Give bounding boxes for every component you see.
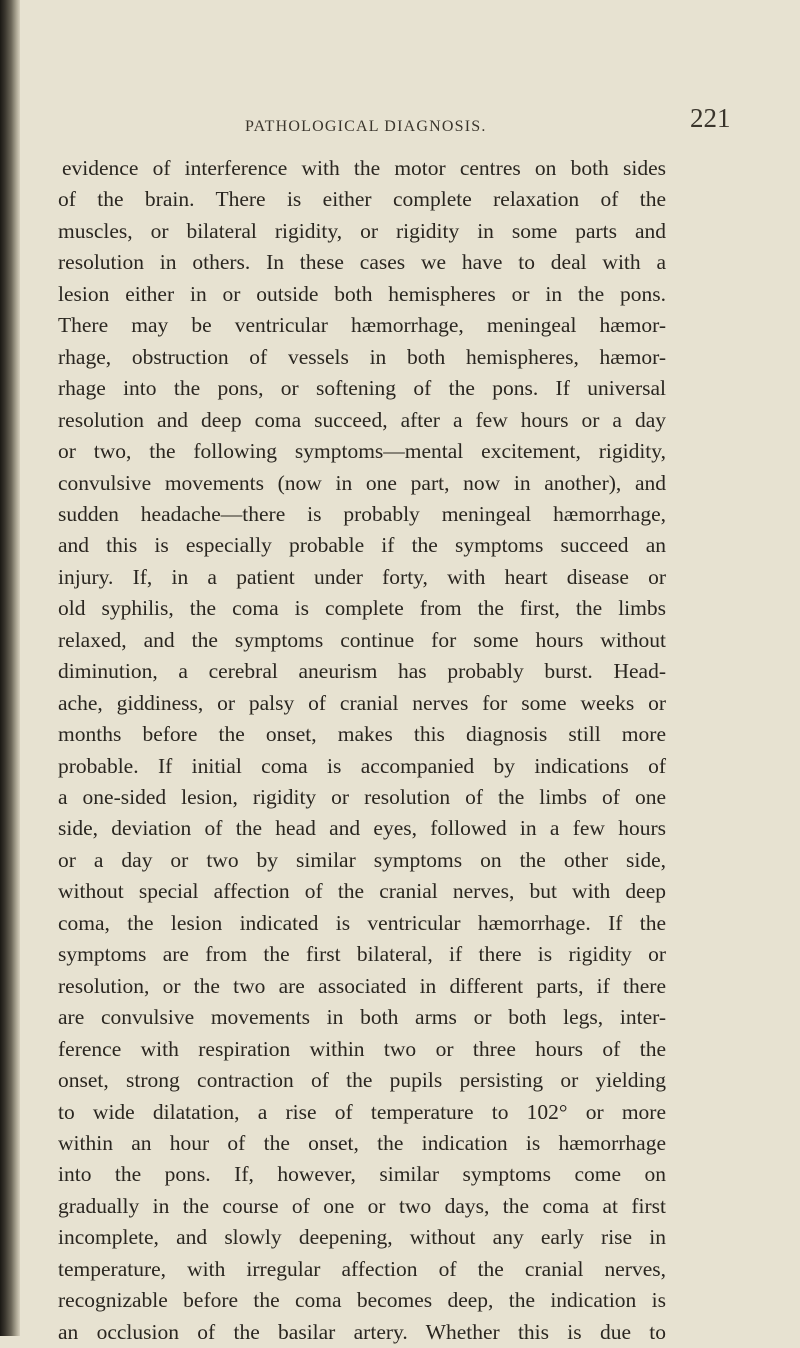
text-line: incomplete, and slowly deepening, without any early rise in xyxy=(58,1225,666,1250)
text-line: ference with respiration within two or three hours of the xyxy=(58,1036,666,1061)
text-line: and this is especially probable if the symptoms succeed an xyxy=(58,533,666,558)
text-line: gradually in the course of one or two days, the coma at first xyxy=(58,1193,666,1218)
text-line: an occlusion of the basilar artery. Whether this is due to xyxy=(58,1319,666,1344)
text-line: to wide dilatation, a rise of temperature to 102° or more xyxy=(58,1099,666,1124)
text-line: rhage into the pons, or softening of the pons. If universal xyxy=(58,376,666,401)
text-line: injury. If, in a patient under forty, with heart disease or xyxy=(58,564,666,589)
text-line: of the brain. There is either complete relaxation of the xyxy=(58,187,666,212)
text-line: evidence of interference with the motor centres on both sides xyxy=(62,156,666,180)
text-line: resolution, or the two are associated in different parts, if there xyxy=(58,973,666,998)
text-line: convulsive movements (now in one part, now in another), and xyxy=(58,470,666,495)
text-line: diminution, a cerebral aneurism has probably burst. Head- xyxy=(58,659,666,684)
text-line: ache, giddiness, or palsy of cranial nerves for some weeks or xyxy=(58,690,666,715)
text-line: symptoms are from the first bilateral, if there is rigidity or xyxy=(58,942,666,967)
text-line: a one-sided lesion, rigidity or resolution of the limbs of one xyxy=(58,785,666,809)
text-line: relaxed, and the symptoms continue for some hours without xyxy=(58,627,666,652)
text-line: into the pons. If, however, similar symptoms come on xyxy=(58,1162,666,1187)
text-line: recognizable before the coma becomes deep, the indication is xyxy=(58,1288,666,1313)
text-line: within an hour of the onset, the indication is hæmorrhage xyxy=(58,1130,666,1155)
text-line: lesion either in or outside both hemispheres or in the pons. xyxy=(58,281,666,306)
page-number: 221 xyxy=(690,103,731,133)
text-line: or a day or two by similar symptoms on the other side, xyxy=(58,847,666,872)
text-line: onset, strong contraction of the pupils persisting or yielding xyxy=(58,1068,666,1093)
book-spine-shadow xyxy=(0,0,20,1336)
text-line: temperature, with irregular affection of the cranial nerves, xyxy=(58,1256,666,1281)
text-line: or two, the following symptoms—mental excitement, rigidity, xyxy=(58,439,666,464)
text-line: are convulsive movements in both arms or both legs, inter- xyxy=(58,1005,666,1030)
text-line: old syphilis, the coma is complete from the first, the limbs xyxy=(58,596,666,621)
text-line: coma, the lesion indicated is ventricular hæmorrhage. If the xyxy=(58,910,666,935)
text-line: muscles, or bilateral rigidity, or rigidity in some parts and xyxy=(58,218,666,243)
text-line: sudden headache—there is probably meningeal hæmorrhage, xyxy=(58,501,666,526)
text-line: resolution and deep coma succeed, after a few hours or a day xyxy=(58,407,666,432)
text-line: months before the onset, makes this diagnosis still more xyxy=(58,722,666,747)
text-line: There may be ventricular hæmorrhage, meningeal hæmor- xyxy=(58,313,666,338)
text-line: without special affection of the cranial nerves, but with deep xyxy=(58,879,666,904)
text-line: resolution in others. In these cases we have to deal with a xyxy=(58,250,666,275)
text-line: rhage, obstruction of vessels in both hemispheres, hæmor- xyxy=(58,344,666,369)
text-line: probable. If initial coma is accompanied by indications of xyxy=(58,753,666,778)
running-head: PATHOLOGICAL DIAGNOSIS. xyxy=(245,118,487,135)
text-line: side, deviation of the head and eyes, followed in a few hours xyxy=(58,816,666,841)
